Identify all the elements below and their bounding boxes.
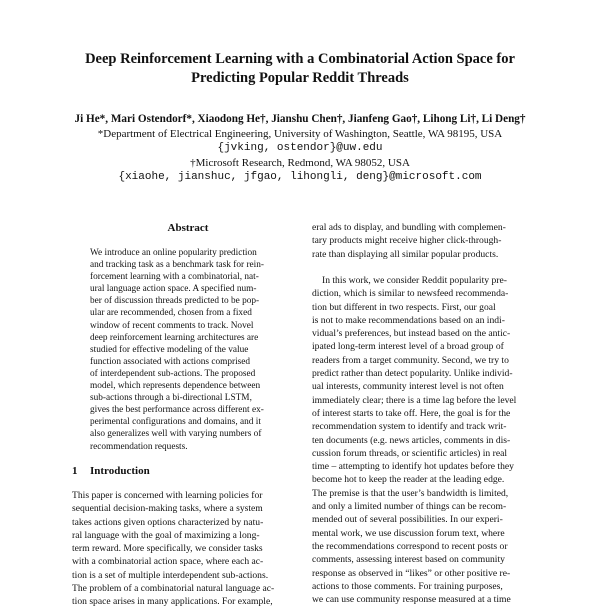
text-line: eral ads to display, and bundling with complemen-: [312, 222, 506, 233]
text-line: readers from a target community. Second, we try to: [312, 354, 509, 366]
text-line: sequential decision-making tasks, where a system: [72, 503, 263, 515]
text-line: mended out of several possibilities. In our experi-: [312, 514, 503, 526]
abstract-line: window of recent comments to track. Novel: [90, 320, 254, 331]
email-uw: {jvking, ostendor}@uw.edu: [217, 142, 383, 154]
text-line: mental work, we use discussion forum text, where: [312, 527, 505, 539]
abstract-line: sub-actions through a bi-directional LSTM,: [90, 393, 252, 404]
text-line: rate than displaying all similar popular products.: [312, 248, 499, 260]
abstract-line: recommendation requests.: [90, 441, 188, 452]
text-line: tion is a set of multiple interdependent sub-actions.: [72, 569, 269, 581]
abstract-line: model, which represents dependence between: [90, 381, 261, 392]
text-line: takes actions given options characterized by natu-: [72, 516, 264, 528]
abstract-line: perimental configurations and domains, and it: [90, 417, 261, 428]
abstract-body: [90, 247, 286, 453]
text-line: cussion forum threads, or scientific articles) in real: [312, 447, 508, 459]
text-line: we can use community response measured at a time: [312, 594, 511, 606]
text-line: vidual’s preferences, but instead based on the antic-: [312, 328, 511, 340]
text-line: time – attempting to identify hot updates before they: [312, 461, 514, 473]
abstract-line: forcement learning with a combinatorial, nat-: [90, 272, 259, 283]
affiliation-msr: †Microsoft Research, Redmond, WA 98052, USA: [190, 157, 410, 169]
abstract-line: We introduce an online popularity prediction: [90, 248, 257, 258]
section-title: Introduction: [90, 465, 150, 477]
abstract-line: gives the best performance across different ex-: [90, 405, 264, 416]
text-line: recommendation system to identify and track writ-: [312, 421, 507, 433]
abstract-line: function associated with actions comprised: [90, 356, 251, 367]
text-line: the recommendations correspond to recent posts or: [312, 540, 508, 552]
right-column-text: [312, 274, 540, 606]
section-heading-introduction: [72, 465, 150, 477]
abstract-line: studied for effective modeling of the value: [90, 344, 249, 355]
text-line: immediately clear; there is a time lag before the level: [312, 394, 517, 406]
abstract-heading: Abstract: [167, 222, 209, 234]
text-line: become hot to keep the reader at the leading edge.: [312, 474, 505, 486]
abstract-line: ular are recommended, chosen from a fixed: [90, 308, 252, 319]
text-line: tary products might receive higher click-through-: [312, 235, 502, 247]
text-line: The problem of a combinatorial natural language ac-: [72, 583, 275, 595]
text-line: ipated long-term interest level of a broad group of: [312, 341, 504, 353]
affiliation-uw: *Department of Electrical Engineering, University of Washington, Seattle, WA 98195, USA: [97, 128, 503, 140]
text-line: response as observed in “likes” or other positive re-: [312, 567, 511, 579]
text-line: is not to make recommendations based on an indi-: [312, 314, 505, 326]
right-column-top-text: [312, 221, 540, 261]
abstract-line: deep reinforcement learning architectures are: [90, 332, 259, 343]
text-line: of interest starts to take off. Here, the goal is for the: [312, 407, 511, 419]
abstract-line: and tracking task as a benchmark task for rein-: [90, 260, 264, 271]
text-line: term reward. More specifically, we consider tasks: [72, 543, 263, 555]
text-line: with a combinatorial action space, where each ac-: [72, 556, 264, 568]
text-line: ral language with the goal of maximizing a long-: [72, 529, 260, 541]
text-line: comments, assessing interest based on community: [312, 554, 505, 566]
text-line: tion but different in two respects. First, our goal: [312, 301, 496, 313]
text-line: ten documents (e.g. news articles, comments in dis-: [312, 434, 511, 446]
author-list: Ji He*, Mari Ostendorf*, Xiaodong He†, Jianshu Chen†, Jianfeng Gao†, Lihong Li†, Li Deng†: [74, 113, 526, 125]
abstract-line: ber of discussion threads predicted to be pop-: [90, 296, 260, 307]
text-line: The premise is that the user’s bandwidth is limited,: [312, 487, 509, 499]
title-line: Deep Reinforcement Learning with a Combinatorial Action Space for: [85, 51, 515, 67]
text-line: diction, which is similar to newsfeed recommenda-: [312, 288, 509, 300]
email-msr: {xiaohe, jianshuc, jfgao, lihongli, deng}@microsoft.com: [118, 171, 482, 183]
text-line: This paper is concerned with learning policies for: [72, 490, 263, 501]
text-line: predict rather than detect popularity. Unlike individ-: [312, 368, 513, 380]
title-line: Predicting Popular Reddit Threads: [191, 69, 409, 86]
section-number: 1: [72, 465, 78, 477]
text-line: In this work, we consider Reddit popularity pre-: [322, 275, 507, 286]
text-line: actions to those comments. For training purposes,: [312, 580, 503, 592]
abstract-line: also generalizes well with varying numbers of: [90, 429, 262, 440]
text-line: and only a limited number of things can be recom-: [312, 501, 507, 513]
text-line: ual interests, community interest level is not often: [312, 381, 504, 393]
paper-title: [60, 50, 540, 87]
abstract-line: of interdependent sub-actions. The proposed: [90, 368, 256, 379]
text-line: tion space arises in many applications. For example,: [72, 596, 273, 608]
left-column-text: [72, 489, 298, 609]
abstract-line: ural language action space. A specified num-: [90, 284, 257, 295]
